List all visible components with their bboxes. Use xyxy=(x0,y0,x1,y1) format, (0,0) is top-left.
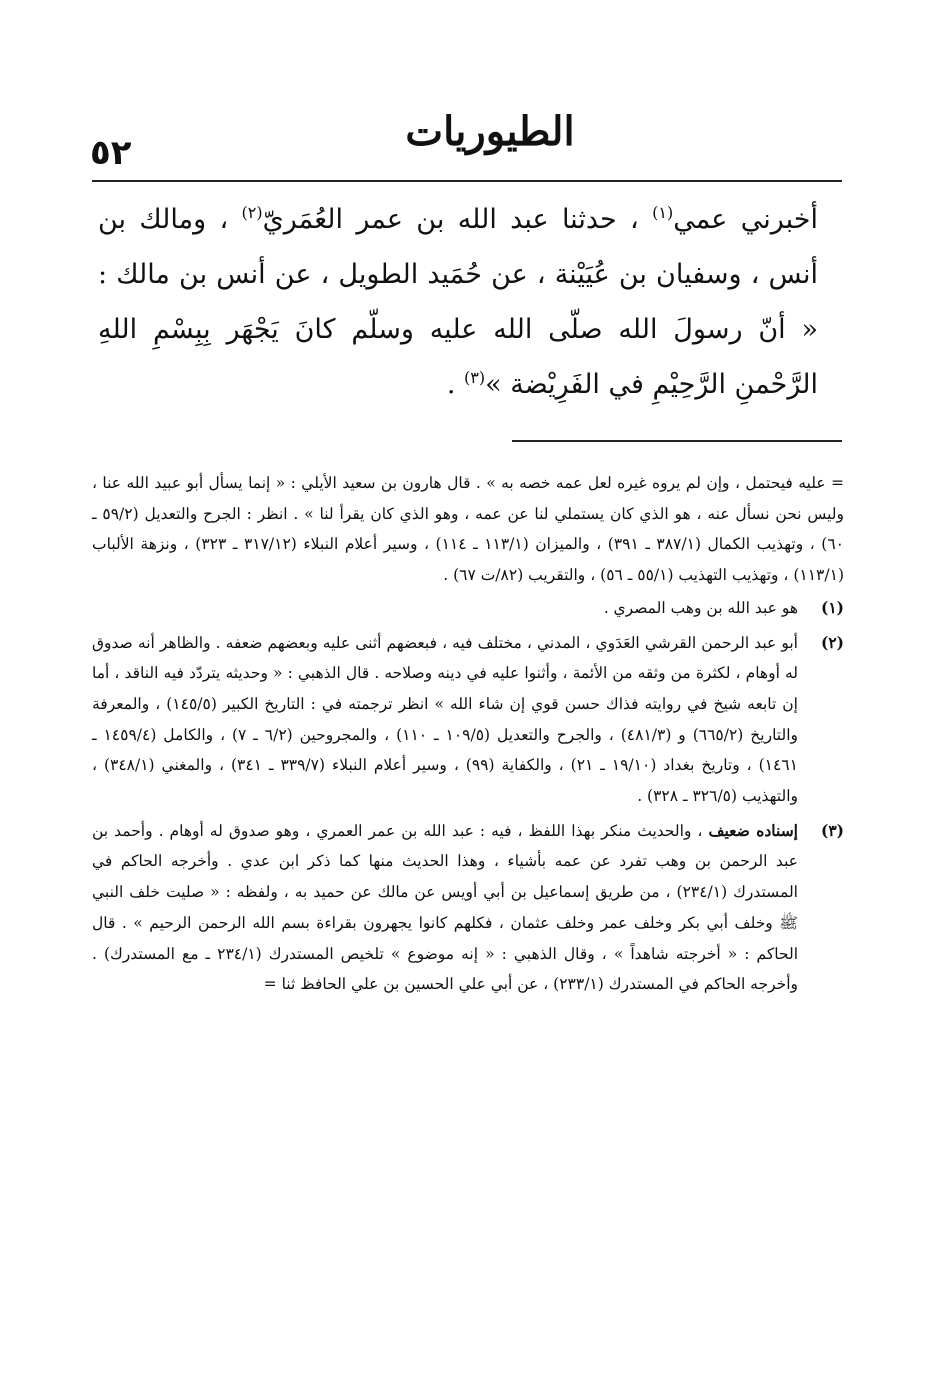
main-segment: ، حدثنا عبد الله بن عمر العُمَريّ xyxy=(262,204,653,235)
main-segment: . xyxy=(446,369,465,400)
footnote-ref: (١) xyxy=(652,203,674,222)
footnotes xyxy=(92,468,844,1004)
footnote-3 xyxy=(92,816,844,1000)
footnote-2 xyxy=(92,628,844,812)
main-text xyxy=(98,192,818,412)
main-segment: أخبرني عمي xyxy=(673,204,819,235)
footnote-text: أبو عبد الرحمن القرشي العَدَوي ، المدني ، مختلف فيه ، فبعضهم أثنى عليه وبعضهم ضعفه . والظاهر أنه صدوق له أوهام ، لكثرة من وثقه من الأئمة ، وأثنوا عليه في دينه وصلاحه . قال الذهبي : « وحديثه يتردّد فيه الناقد ، أما إن تابعه شيخ في روايته فذاك حسن قوي إن شاء الله » انظر ترجمته في : التاريخ الكبير (١٤٥/٥) ، والمعرفة والتاريخ (٦٦٥/٢) و (٤٨١/٣) ، والجرح والتعديل (١٠٩/٥ ـ ١١٠) ، والمجروحين (٦/٢ ـ ٧) ، والكامل (١٤٥٩/٤ ـ ١٤٦١) ، وتاريخ بغداد (١٩/١٠ ـ ٢١) ، والكفاية (٩٩) ، وسير أعلام النبلاء (٣٣٩/٧ ـ ٣٤١) ، والمغني (٣٤٨/١) ، والتهذيب (٣٢٦/٥ ـ ٣٢٨) . xyxy=(92,633,798,806)
main-segment: ، ومالك بن أنس ، وسفيان بن عُيَيْنة ، عن حُمَيد الطويل ، عن أنس بن مالك : « أنّ رسولَ الله صلّى الله عليه وسلّم كانَ يَجْهَر بِبِسْمِ اللهِ الرَّحْمنِ الرَّحِيْمِ في الفَرِيْضة » xyxy=(98,204,818,400)
footnote-continuation: = عليه فيحتمل ، وإن لم يروه غيره لعل عمه خصه به » . قال هارون بن سعيد الأيلي : « إنما يسأل أبو عبيد الله عنا ، وليس نحن نسأل عنه ، هو الذي كان يستملي لنا عن عمه ، وهو الذي كان يقرأ لنا » . انظر : الجرح والتعديل (٥٩/٢ ـ ٦٠) ، وتهذيب الكمال (٣٨٧/١ ـ ٣٩١) ، والميزان (١١٣/١ ـ ١١٤) ، وسير أعلام النبلاء (٣١٧/١٢ ـ ٣٢٣) ، ونزهة الألباب (١١٣/١) ، وتهذيب التهذيب (٥٥/١ ـ ٥٦) ، والتقريب (٨٢/ت ٦٧) . xyxy=(92,474,845,585)
footnote-ref: (٢) xyxy=(241,203,263,222)
footnote-text: ، والحديث منكر بهذا اللفظ ، فيه : عبد الله بن عمر العمري ، وهو صدوق له أوهام . وأحمد بن عبد الرحمن بن وهب تفرد عن عمه بأشياء ، وهذا الحديث منها كما ذكر ابن عدي . وأخرجه الحاكم في المستدرك (٢٣٤/١) ، من طريق إسماعيل بن أبي أويس عن مالك عن حميد به ، ولفظه : « صليت خلف النبي ﷺ وخلف أبي بكر وخلف عمر وخلف عثمان ، فكلهم كانوا يجهرون بقراءة بسم الله الرحمن الرحيم » . قال الحاكم : « أخرجته شاهداً » ، وقال الذهبي : « إنه موضوع » تلخيص المستدرك (٢٣٤/١ ـ مع المستدرك) . وأخرجه الحاكم في المستدرك (٢٣٣/١) ، عن أبي علي الحسين بن علي الحافظ ثنا = xyxy=(92,821,798,994)
hadith-paragraph xyxy=(98,192,818,412)
footnote-marker: (٢) xyxy=(820,632,844,652)
page-number: ٥٢ xyxy=(90,133,132,173)
footnote-ref: (٣) xyxy=(464,368,486,387)
footnote-lead: إسناده ضعيف xyxy=(708,820,798,840)
footnote-text: هو عبد الله بن وهب المصري . xyxy=(603,598,798,617)
running-title: الطيوريات xyxy=(405,108,575,155)
footnote-1 xyxy=(92,593,844,624)
footnote-marker: (٣) xyxy=(820,820,844,840)
footnote-marker: (١) xyxy=(820,597,844,617)
footnote-separator xyxy=(512,440,842,442)
page-header xyxy=(90,108,850,178)
header-rule xyxy=(92,180,842,182)
